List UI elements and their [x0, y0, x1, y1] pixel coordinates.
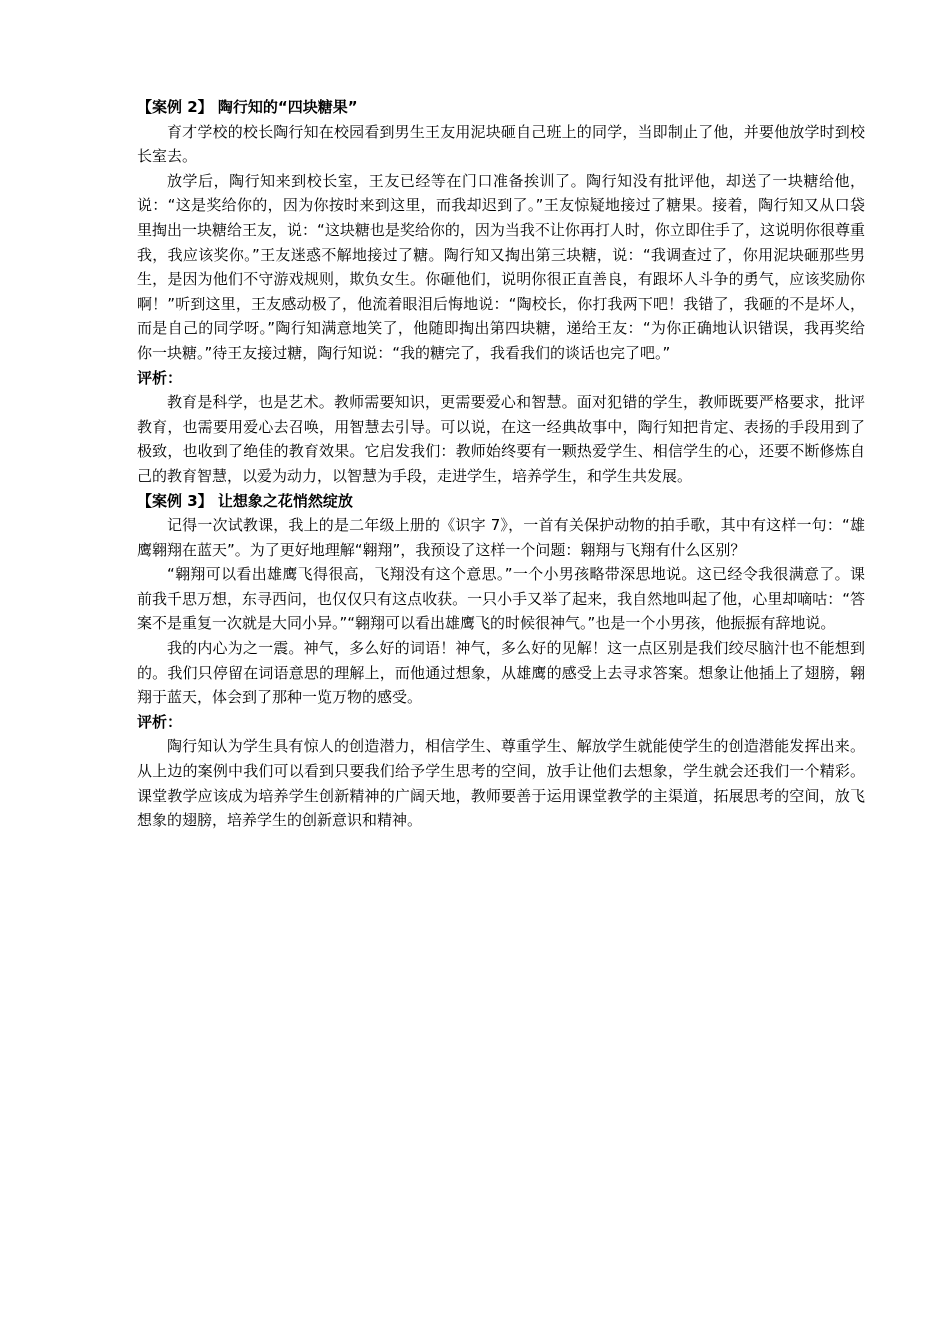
case3-paragraph-2: “翱翔可以看出雄鹰飞得很高，飞翔没有这个意思。”一个小男孩略带深思地说。这已经令我很满意了。课前我千思万想，东寻西问，也仅仅只有这点收获。一只小手又举了起来，我自然地叫起了他，心里却嘀咕：“答案不是重复一次就是大同小异。”“翱翔可以看出雄鹰飞的时候很神气。”也是一个小男孩，他振振有辞地说。: [137, 565, 865, 633]
case2-paragraph-1: 育才学校的校长陶行知在校园看到男生王友用泥块砸自己班上的同学，当即制止了他，并要他放学时到校长室去。: [137, 122, 865, 166]
case2-title: 【案例 2】 陶行知的“四块糖果”: [137, 98, 358, 116]
document-page: [137, 95, 865, 833]
case3-paragraph-1: 记得一次试教课，我上的是二年级上册的《识字 7》，一首有关保护动物的拍手歌，其中有这样一句：“雄鹰翱翔在蓝天”。为了更好地理解“翱翔”，我预设了这样一个问题：翱翔与飞翔有什么区别？: [137, 516, 865, 559]
case3-title: 【案例 3】 让想象之花悄然绽放: [137, 491, 353, 510]
case2-analysis: 教育是科学，也是艺术。教师需要知识，更需要爱心和智慧。面对犯错的学生，教师既要严格要求，批评教育，也需要用爱心去召唤，用智慧去引导。可以说，在这一经典故事中，陶行知把肯定、表扬的手段用到了极致，也收到了绝佳的教育效果。它启发我们：教师始终要有一颗热爱学生、相信学生的心，还要不断修炼自己的教育智慧，以爱为动力，以智慧为手段，走进学生，培养学生，和学生共发展。: [137, 393, 865, 485]
case2-paragraph-2: 放学后，陶行知来到校长室，王友已经等在门口准备挨训了。陶行知没有批评他，却送了一块糖给他，说：“这是奖给你的，因为你按时来到这里，而我却迟到了。”王友惊疑地接过了糖果。接着，陶行知又从口袋里掏出一块糖给王友，说：“这块糖也是奖给你的，因为当我不让你再打人时，你立即住手了，这说明你很尊重我，我应该奖你。”王友迷惑不解地接过了糖。陶行知又掏出第三块糖，说：“我调查过了，你用泥块砸那些男生，是因为他们不守游戏规则，欺负女生。你砸他们，说明你很正直善良，有跟坏人斗争的勇气，应该奖励你啊！”听到这里，王友感动极了，他流着眼泪后悔地说：“陶校长，你打我两下吧！我错了，我砸的不是坏人，而是自己的同学呀。”陶行知满意地笑了，他随即掏出第四块糖，递给王友：“为你正确地认识错误，我再奖给你一块糖。”待王友接过糖，陶行知说：“我的糖完了，我看我们的谈话也完了吧。”: [137, 171, 865, 362]
case3-analysis: 陶行知认为学生具有惊人的创造潜力，相信学生、尊重学生、解放学生就能使学生的创造潜能发挥出来。从上边的案例中我们可以看到只要我们给予学生思考的空间，放手让他们去想象，学生就会还我们一个精彩。课堂教学应该成为培养学生创新精神的广阔天地，教师要善于运用课堂教学的主渠道，拓展思考的空间，放飞想象的翅膀，培养学生的创新意识和精神。: [137, 737, 865, 830]
case3-analysis-label: 评析：: [137, 712, 183, 731]
case2-analysis-label: 评析：: [137, 368, 183, 387]
case3-paragraph-3: 我的内心为之一震。神气，多么好的词语！神气，多么好的见解！这一点区别是我们绞尽脑汁也不能想到的。我们只停留在词语意思的理解上，而他通过想象，从雄鹰的感受上去寻求答案。想象让他插上了翅膀，翱翔于蓝天，体会到了那种一览万物的感受。: [137, 639, 865, 707]
